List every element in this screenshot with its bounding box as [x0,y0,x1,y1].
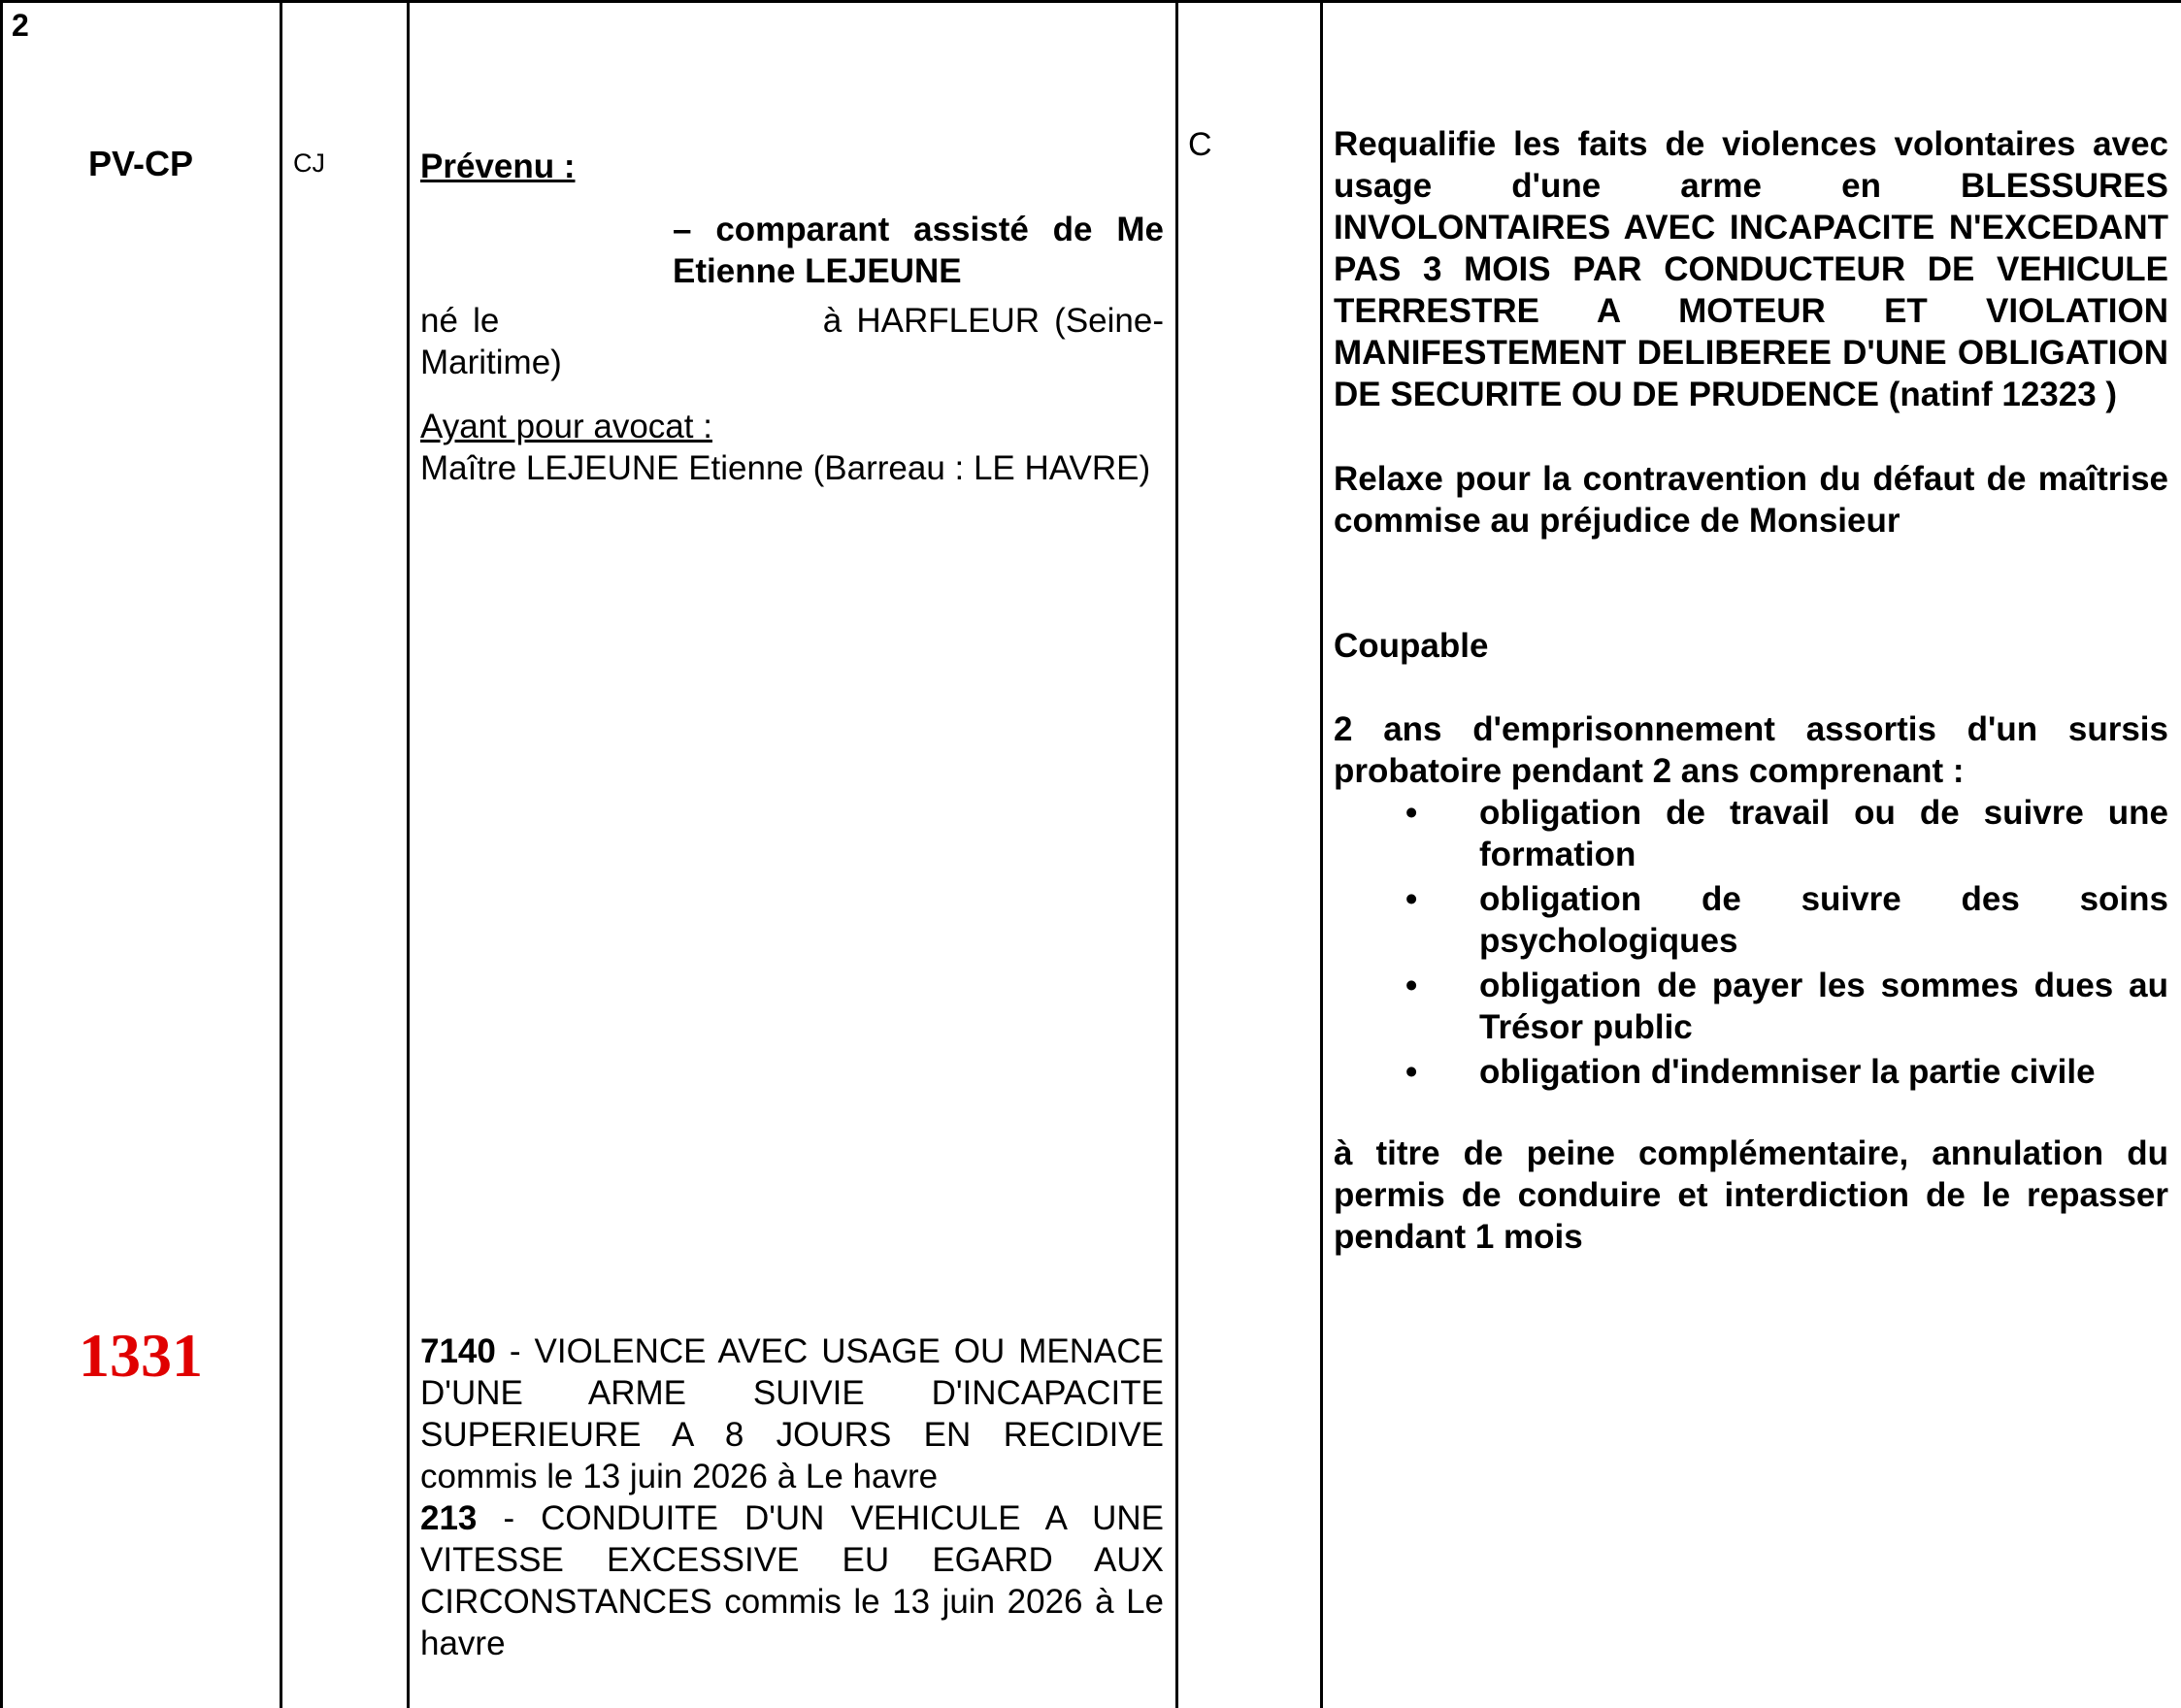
jurisdiction-code: CJ [293,148,325,178]
procedure-type: PV-CP [87,144,194,183]
charge-text: - VIOLENCE AVEC USAGE OU MENACE D'UNE ARME SUIVIE D'INCAPACITE SUPERIEURE A 8 JOURS EN RECIDIVE commis le 13 juin 2026 à Le havre [420,1332,1164,1495]
obligation-item [1334,965,2168,1048]
lawyer-name: Maître LEJEUNE Etienne (Barreau : LE HAVRE) [420,449,1151,487]
column-border [1320,0,1323,1708]
row-number: 2 [12,8,29,43]
column-border [0,0,3,1708]
bullet-icon: • [1405,880,1418,918]
relaxe-text: Relaxe pour la contravention du défaut de maîtrise commise au préjudice de Monsieur [1334,460,2168,540]
birth-info [420,300,1164,383]
table-top-border [0,0,2181,3]
birth-place-full: né le à HARFLEUR (Seine-Maritime) [420,302,1164,381]
bullet-icon: • [1405,1053,1418,1091]
obligation-text: obligation de travail ou de suivre une formation [1479,794,2168,873]
obligation-item [1334,1051,2168,1093]
column-border [1175,0,1178,1708]
party-block [420,146,1164,290]
requalification-text: Requalifie les faits de violences volontaires avec usage d'une arme en BLESSURES INVOLONTAIRES AVEC INCAPACITE N'EXCEDANT PAS 3 MOIS PAR CONDUCTEUR DE VEHICULE TERRESTRE A MOTEUR ET VIOLATION MANIFESTEMENT DELIBEREE D'UNE OBLIGATION DE SECURITE OU DE PRUDENCE (natinf 12323 ) [1334,125,2168,413]
charges-block [420,1330,1164,1664]
defendant-heading: Prévenu : [420,148,576,185]
column-border [407,0,410,1708]
obligation-item [1334,878,2168,962]
charge-code: 7140 [420,1332,496,1370]
sentence-text: 2 ans d'emprisonnement assortis d'un sursis probatoire pendant 2 ans comprenant : [1334,710,2168,790]
attendance-text: – comparant assisté de Me Etienne LEJEUNE [673,211,1164,290]
bullet-icon: • [1405,967,1418,1004]
obligations-list [1334,792,2168,1093]
obligation-item [1334,792,2168,875]
obligation-text: obligation de payer les sommes dues au Trésor public [1479,967,2168,1046]
charge-code: 213 [420,1499,478,1537]
obligation-text: obligation d'indemniser la partie civile [1479,1053,2096,1091]
column-border [280,0,282,1708]
charge-item [420,1330,1164,1497]
case-number: 1331 [79,1321,203,1390]
bullet-icon: • [1405,794,1418,832]
verdict-text: Coupable [1334,627,1489,665]
obligation-text: obligation de suivre des soins psychologiques [1479,880,2168,960]
charge-item [420,1497,1164,1664]
lawyer-block [420,406,1164,489]
complementary-penalty-text: à titre de peine complémentaire, annulation du permis de conduire et interdiction de le repasser pendant 1 mois [1334,1134,2168,1256]
status-code: C [1188,126,1212,163]
charge-text: - CONDUITE D'UN VEHICULE A UNE VITESSE EXCESSIVE EU EGARD AUX CIRCONSTANCES commis le 13 juin 2026 à Le havre [420,1499,1164,1662]
decision-block [1334,123,2168,1258]
lawyer-heading: Ayant pour avocat : [420,408,712,445]
